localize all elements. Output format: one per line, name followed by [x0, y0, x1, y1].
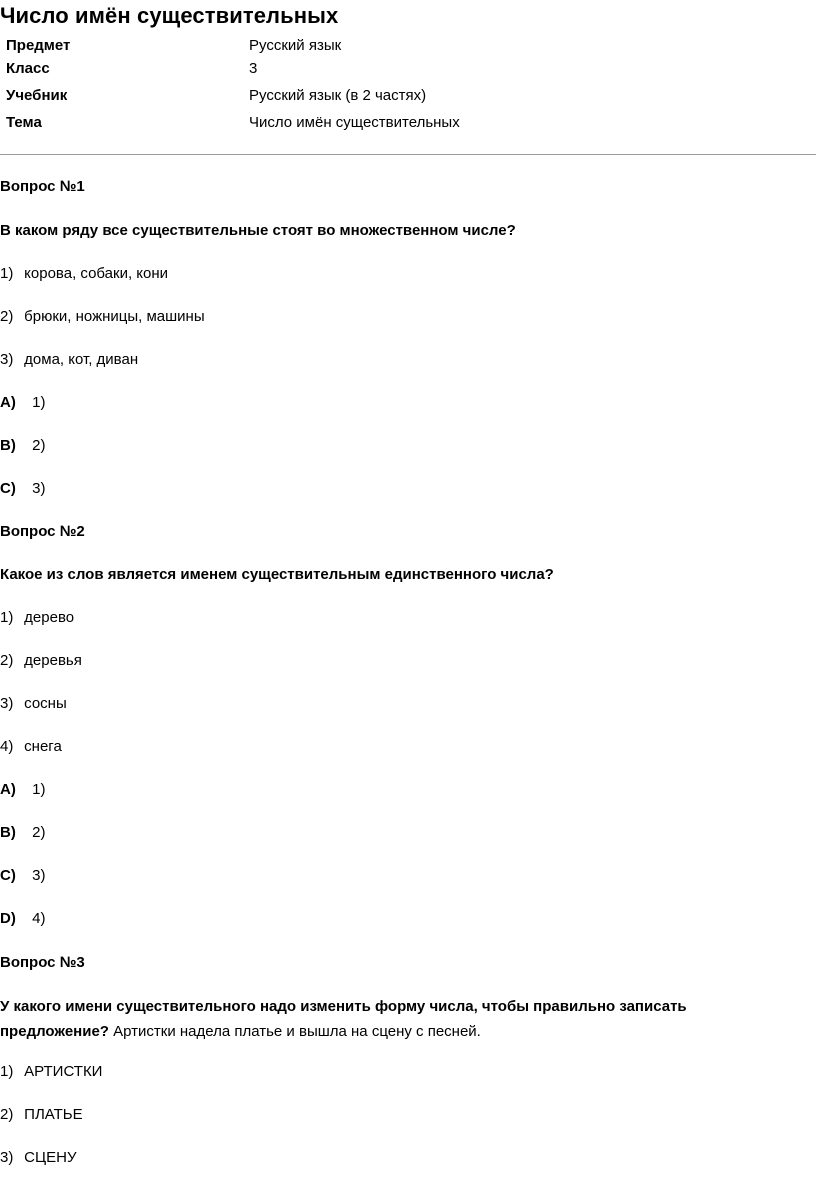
question-text-plain: Артистки надела платье и вышла на сцену с песней. — [108, 1023, 481, 1040]
answer-value: 2) — [32, 437, 46, 454]
option-number: 4) — [0, 738, 14, 755]
option-3-1 — [0, 1063, 102, 1080]
meta-value-subject: Русский язык — [249, 37, 342, 54]
option-number: 3) — [0, 1149, 14, 1166]
option-1-2 — [0, 308, 205, 325]
option-text: АРТИСТКИ — [24, 1063, 103, 1080]
answer-value: 3) — [32, 480, 46, 497]
answer-letter: A) — [0, 394, 16, 411]
option-number: 3) — [0, 695, 14, 712]
meta-label-topic: Тема — [6, 114, 42, 131]
meta-value-grade: 3 — [249, 60, 258, 77]
meta-label-grade: Класс — [6, 60, 50, 77]
option-text: сосны — [24, 695, 67, 712]
option-text: брюки, ножницы, машины — [24, 308, 205, 325]
question-heading-1: Вопрос №1 — [0, 178, 85, 195]
meta-value-topic: Число имён существительных — [249, 114, 460, 131]
answer-1-a — [0, 394, 46, 411]
option-number: 2) — [0, 652, 14, 669]
answer-2-a — [0, 781, 46, 798]
question-heading-2: Вопрос №2 — [0, 523, 85, 540]
question-heading-3: Вопрос №3 — [0, 954, 85, 971]
option-number: 1) — [0, 609, 14, 626]
option-text: ПЛАТЬЕ — [24, 1106, 83, 1123]
answer-letter: A) — [0, 781, 16, 798]
option-number: 1) — [0, 1063, 14, 1080]
option-2-4 — [0, 738, 62, 755]
option-text: снега — [24, 738, 62, 755]
option-1-1 — [0, 265, 168, 282]
divider — [0, 154, 816, 155]
option-text: деревья — [24, 652, 82, 669]
option-text: дома, кот, диван — [24, 351, 139, 368]
answer-letter: B) — [0, 824, 16, 841]
answer-1-b — [0, 437, 46, 454]
answer-letter: C) — [0, 867, 16, 884]
option-2-2 — [0, 652, 82, 669]
option-number: 1) — [0, 265, 14, 282]
answer-letter: D) — [0, 910, 16, 927]
answer-1-c — [0, 480, 46, 497]
option-number: 3) — [0, 351, 14, 368]
option-2-1 — [0, 609, 74, 626]
option-1-3 — [0, 351, 138, 368]
option-3-2 — [0, 1106, 83, 1123]
option-text: дерево — [24, 609, 75, 626]
answer-value: 4) — [32, 910, 46, 927]
meta-label-subject: Предмет — [6, 37, 71, 54]
option-2-3 — [0, 695, 67, 712]
answer-2-c — [0, 867, 46, 884]
answer-letter: C) — [0, 480, 16, 497]
question-text-1: В каком ряду все существительные стоят во множественном числе? — [0, 222, 516, 239]
meta-value-textbook: Русский язык (в 2 частях) — [249, 87, 427, 104]
answer-2-b — [0, 824, 46, 841]
meta-label-textbook: Учебник — [6, 87, 68, 104]
question-text-bold: У какого имени существительного надо изменить форму числа, чтобы правильно записать предложение? — [0, 998, 687, 1040]
question-text-2: Какое из слов является именем существительным единственного числа? — [0, 566, 554, 583]
page-title: Число имён существительных — [0, 3, 339, 28]
question-text-3 — [0, 994, 740, 1044]
answer-2-d — [0, 910, 46, 927]
option-text: СЦЕНУ — [24, 1149, 77, 1166]
option-text: корова, собаки, кони — [24, 265, 169, 282]
answer-value: 3) — [32, 867, 46, 884]
answer-value: 2) — [32, 824, 46, 841]
option-number: 2) — [0, 308, 14, 325]
answer-value: 1) — [32, 394, 46, 411]
option-3-3 — [0, 1149, 76, 1166]
answer-letter: B) — [0, 437, 16, 454]
answer-value: 1) — [32, 781, 46, 798]
option-number: 2) — [0, 1106, 14, 1123]
